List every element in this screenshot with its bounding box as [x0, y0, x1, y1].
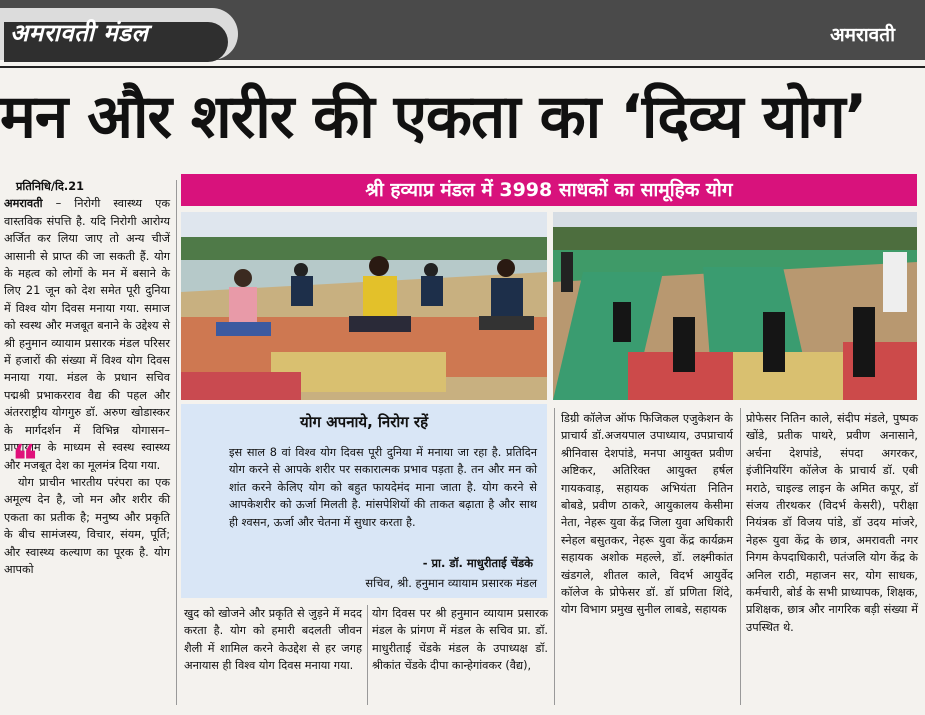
yoga-photo-1 — [181, 212, 547, 400]
column-3-bottom: योग दिवस पर श्री हनुमान व्यायाम प्रसारक मंडल के प्रांगण में मंडल के सचिव प्रा. डॉ. माधुरीताई चेंडके मंडल के उपाध्यक्ष डॉ. श्रीकांत चेंडके दीपा कान्हेगांवकर (वैद्य), — [372, 607, 548, 673]
headline: मन और शरीर की एकता का ‘दिव्य योग’ — [0, 82, 867, 152]
quote-title: योग अपनाये, निरोग रहें — [299, 413, 429, 431]
column-4: डिग्री कॉलेज ऑफ फिजिकल एजुकेशन के प्राचार्य डॉ.अजयपाल उपाध्याय, उपप्राचार्य श्रीनिवास देशपांडे, मनपा आयुक्त प्रवीण अष्टिकर, अतिरिक्त आयुक्त हर्षल गायकवाड़, सहायक अभियंता नितिन बोबडे, प्रवीण ठाकरे, आयुकालय केसीमा नेता, नेहरू युवा केंद्र जिला युवा अधिकारी स्नेहल बसुतकर, नेहरू युवा केंद्र कार्यक्रम सहायक अशोक महल्ले, डॉ. लक्ष्मीकांत खंडगले, शीतल काले, विदर्भ आयुर्वेद कॉलेज के प्रोफेसर डॉ. डॉ प्रणिता शिंदे, योग विभाग प्रमुख सुनील लाबडे, सहायक — [561, 412, 733, 617]
column-2-bottom: खुद को खोजने और प्रकृति से जुड़ने में मदद करता है. योग को हमारी बदलती जीवन शैली में शामिल करने केउद्देश से हर जगह अनायास ही विश्व योग दिवस मनाया गया. — [184, 607, 362, 673]
quote-mark-icon: ❝ — [12, 436, 38, 487]
dateline: अमरावती — [4, 197, 43, 211]
column-divider — [740, 408, 741, 705]
article-text-1: – निरोगी स्वास्थ्य एक वास्तविक संपत्ति है. यदि निरोगी आरोग्य अर्जित कर लिया जाए तो अन्य चीजें आसानी से प्राप्त की जा सकती हैं. योग के महत्व को लोगों के मन में बसाने के लिए 21 जून को देश समेत पूरी दुनिया में विश्व योग दिवस मनाया गया. समाज को स्वस्थ और मजबूत बनाने के उद्देश्य से श्री हनुमान व्यायाम प्रसारक मंडल परिसर में हजारों की संख्या में विश्व योग दिवस मनाया गया. मंडल के प्रधान सचिव पद्मश्री प्रभाकरराव वैद्य की पहल और अंतरराष्ट्रीय योगगुरु डॉ. अरुण खोडास्कर के मार्गदर्शन में विभिन्न योगासन–प्राणायाम के माध्यम से स्वस्थ स्वास्थ्य और मजबूत देश का मूलमंत्र दिया गया. — [4, 197, 170, 472]
divider — [0, 66, 925, 68]
yoga-photo-2 — [553, 212, 917, 400]
quote-text: इस साल 8 वां विश्व योग दिवस पूरी दुनिया में मनाया जा रहा है. प्रतिदिन योग करने से आपके शरीर पर सकारात्मक प्रभाव पड़ता है. तन और मन को शांत करने केलिए योग को बहुत फायदेमंद माना जाता है. योग करने से आपकेशरीर को ऊर्जा मिलती है. मांसपेशियों की ताकत बढ़ाता है और साथ ही श्वसन, ऊर्जा और चेतना में सुधार करता है. — [229, 446, 537, 529]
column-divider — [367, 605, 368, 705]
city-label: अमरावती — [830, 24, 895, 46]
column-5: प्रोफेसर नितिन काले, संदीप मंडले, पुष्पक खोंडे, प्रतीक पाथरे, प्रवीण अनासाने, अर्चना देशपांडे, संपदा अगरकर, इंजीनियरिंग कॉलेज के प्राचार्य डॉ. एबी मराठे, चाइल्ड लाइन के अमित कपूर, डॉ संजय तीरथकर (विदर्भ केसरी), परीक्षा नियंत्रक डॉ विजय पांडे, डॉ उदय मांजरे, नेहरू युवा केंद्र के छात्र, अमरावती नगर निगम केपदाधिकारी, पतंजलि योग केंद्र के अनिल राठी, महाजन सर, योग साधक, कर्मचारी, बोर्ड के सभी प्राध्यापक, शिक्षक, प्रशिक्षक, छात्र और नागरिक बड़ी संख्या में उपस्थित थे. — [746, 412, 918, 634]
column-divider — [176, 180, 177, 705]
quote-box — [181, 404, 547, 598]
quote-author-role: सचिव, श्री. हनुमान व्यायाम प्रसारक मंडल — [365, 576, 537, 590]
section-title: अमरावती मंडल — [10, 19, 149, 47]
byline: प्रतिनिधि/दि.21 — [16, 180, 84, 193]
section-header-band — [0, 0, 925, 60]
column-divider — [554, 408, 555, 705]
article-text-2: योग प्राचीन भारतीय परंपरा का एक अमूल्य देन है, जो मन और शरीर की एकता का प्रतीक है; मनुष्य और प्रकृति के बीच सामंजस्य, विचार, संयम, पूर्ति; और स्वास्थ्य कल्याण का पूरक है. योग आपको — [4, 475, 170, 576]
quote-author: - प्रा. डॉ. माधुरीताई चेंडके — [422, 556, 533, 570]
subheadline-banner: श्री हव्याप्र मंडल में 3998 साधकों का सामूहिक योग — [181, 174, 917, 206]
column-1 — [4, 178, 170, 578]
